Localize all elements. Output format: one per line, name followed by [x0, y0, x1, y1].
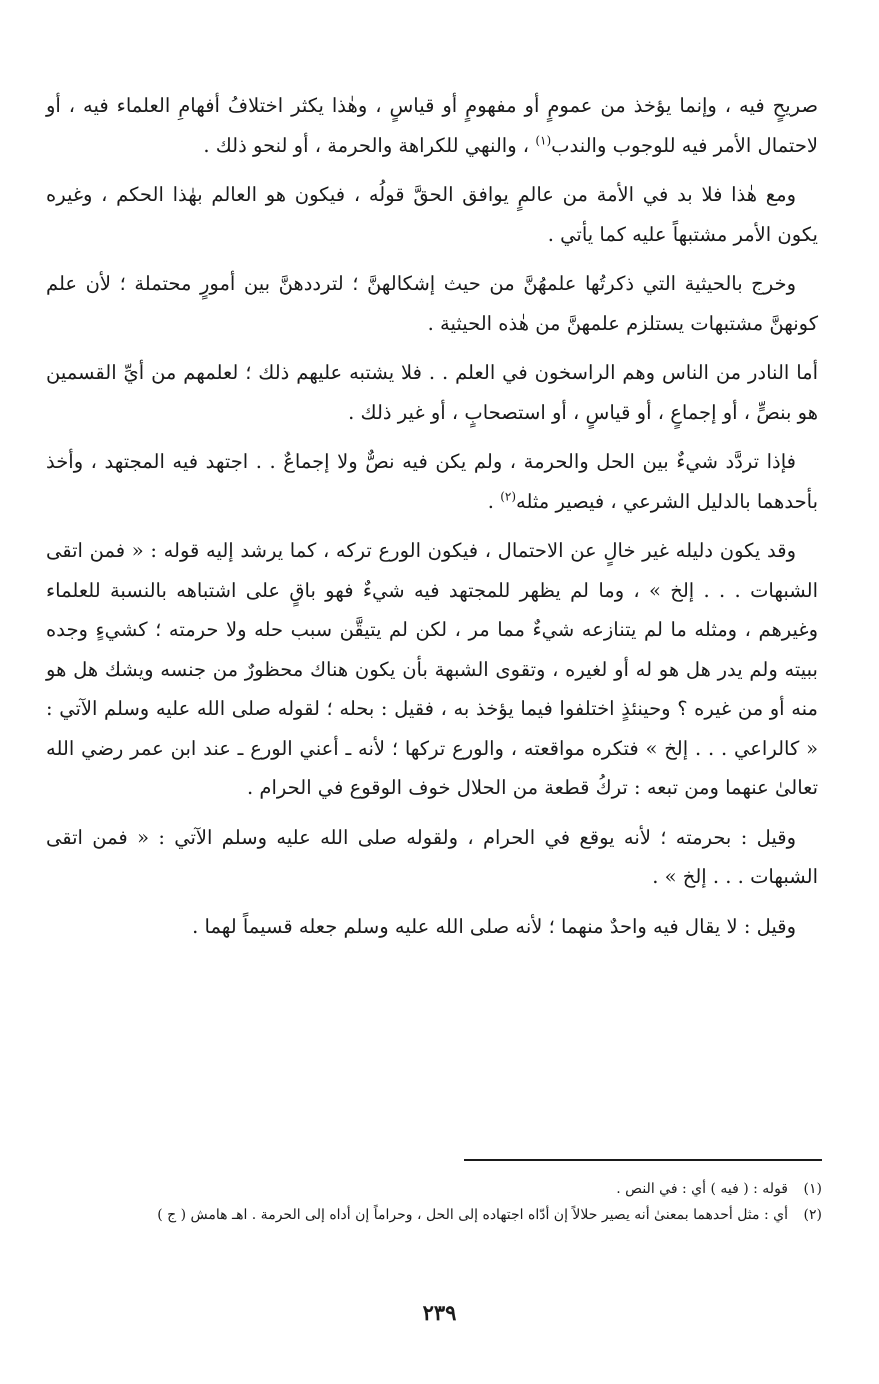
- paragraph-6: [46, 531, 818, 808]
- paragraph-5-text-a: فإذا تردَّد شيءٌ بين الحل والحرمة ، ولم يكن فيه نصٌّ ولا إجماعٌ . . اجتهد فيه المجتهد ، وأخذ بأحدهما بالدليل الشرعي ، فيصير مثله: [46, 450, 818, 513]
- footnote-1-text: قوله : ( فيه ) أي : في النص .: [616, 1181, 788, 1197]
- paragraph-2-text: ومع هٰذا فلا بد في الأمة من عالمٍ يوافق الحقَّ قولُه ، فيكون هو العالم بهٰذا الحكم ، وغيره يكون الأمر مشتبهاً عليه كما يأتي .: [46, 183, 818, 246]
- paragraph-8: [46, 907, 818, 947]
- footnotes-section: [46, 1176, 822, 1228]
- paragraph-4: [46, 353, 818, 432]
- footnote-1-number: (١): [803, 1181, 822, 1197]
- footnote-divider: [464, 1159, 822, 1161]
- footnote-2-text: أي : مثل أحدهما بمعنىٰ أنه يصير حلالاً إن أدّاه اجتهاده إلى الحل ، وحراماً إن أداه إلى الحرمة . اهـ هامش ( ج ): [157, 1207, 788, 1223]
- paragraph-5: [46, 442, 818, 521]
- paragraph-6-text: وقد يكون دليله غير خالٍ عن الاحتمال ، فيكون الورع تركه ، كما يرشد إليه قوله : « فمن اتقى الشبهات . . . إلخ » ، وما لم يظهر للمجتهد فيه شيءٌ فهو باقٍ على اشتباهه بالنسبة للعلماء وغيرهم ، ومثله ما لم يتنازعه شيءٌ مما مر ، لكن لم يتيقَّن سبب حله ولا حرمته ؛ كشيءٍ وجده ببيته ولم يدر هل هو له أو لغيره ، وتقوى الشبهة بأن يكون هناك محظورٌ من جنسه ويشك هل هو منه أو من غيره ؟ وحينئذٍ اختلفوا فيما يؤخذ به ، فقيل : بحله ؛ لقوله صلى الله عليه وسلم الآتي : « كالراعي . . . إلخ » فتكره مواقعته ، والورع تركها ؛ لأنه ـ أعني الورع ـ عند ابن عمر رضي الله تعالىٰ عنهما ومن تبعه : تركُ قطعة من الحلال خوف الوقوع في الحرام .: [46, 539, 818, 799]
- page-number: ٢٣٩: [422, 1300, 457, 1325]
- paragraph-3: [46, 264, 818, 343]
- footnote-ref-1[interactable]: (١): [535, 133, 552, 147]
- paragraph-2: [46, 175, 818, 254]
- footnote-1: [46, 1176, 822, 1202]
- paragraph-5-text-b: .: [487, 489, 501, 513]
- paragraph-4-text: أما النادر من الناس وهم الراسخون في العلم . . فلا يشتبه عليهم ذلك ؛ لعلمهم من أيِّ القسمين هو بنصٍّ ، أو إجماعٍ ، أو قياسٍ ، أو استصحابٍ ، أو غير ذلك .: [46, 361, 818, 424]
- paragraph-7-text: وقيل : بحرمته ؛ لأنه يوقع في الحرام ، ولقوله صلى الله عليه وسلم الآتي : « فمن اتقى الشبهات . . . إلخ » .: [46, 825, 818, 888]
- footnote-2-number: (٢): [803, 1207, 822, 1223]
- paragraph-1-text-b: ، والنهي للكراهة والحرمة ، أو لنحو ذلك .: [203, 133, 536, 157]
- paragraph-1-text-a: صريحٍ فيه ، وإنما يؤخذ من عمومٍ أو مفهومٍ أو قياسٍ ، وهٰذا يكثر اختلافُ أفهامِ العلماء فيه ، أو لاحتمال الأمر فيه للوجوب والندب: [46, 94, 819, 157]
- paragraph-1: [46, 86, 818, 165]
- footnote-ref-2[interactable]: (٢): [500, 489, 517, 503]
- paragraph-3-text: وخرج بالحيثية التي ذكرتُها علمهُنَّ من حيث إشكالهنَّ ؛ لترددهنَّ بين أمورٍ محتملة ؛ لأن علم كونهنَّ مشتبهات يستلزم علمهنَّ من هٰذه الحيثية .: [46, 272, 818, 335]
- main-text: [46, 86, 818, 956]
- paragraph-7: [46, 818, 818, 897]
- footnote-2: [46, 1202, 822, 1228]
- paragraph-8-text: وقيل : لا يقال فيه واحدٌ منهما ؛ لأنه صلى الله عليه وسلم جعله قسيماً لهما .: [192, 914, 796, 938]
